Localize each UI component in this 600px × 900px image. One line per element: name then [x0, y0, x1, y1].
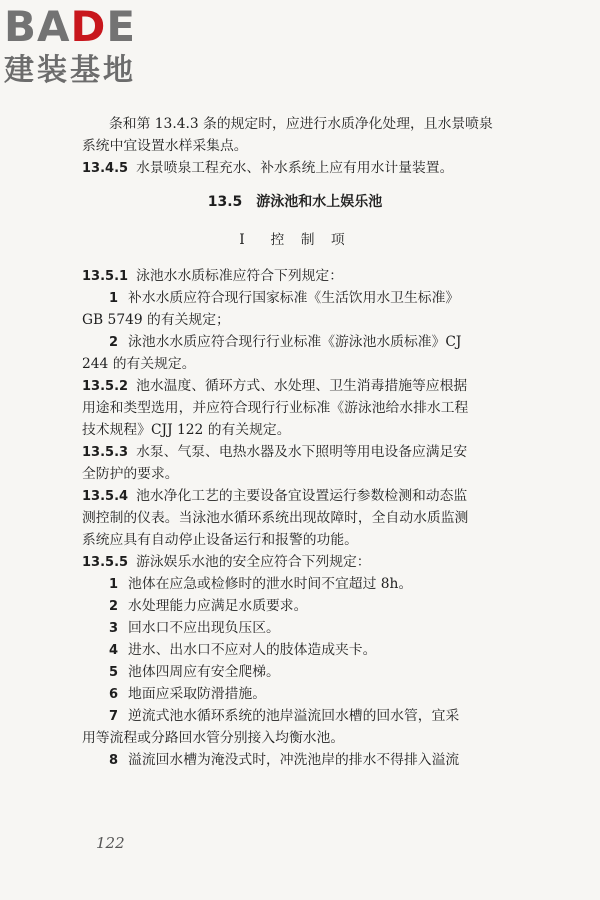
line-text: 池体在应急或检修时的泄水时间不宜超过 8h。 [128, 576, 413, 592]
logo-wordmark: B A D E [4, 2, 137, 51]
list-item-line [82, 573, 508, 595]
line-text: 水泵、气泵、电热水器及水下照明等用电设备应满足安 [136, 444, 468, 460]
line-text: 泳池水水质应符合现行行业标准《游泳池水质标准》CJ [128, 334, 462, 350]
logo-subtitle: 建装基地 [4, 53, 136, 88]
text-line [82, 463, 508, 485]
line-text: 地面应采取防滑措施。 [128, 686, 267, 702]
list-item-line [82, 661, 508, 683]
text-line [82, 529, 508, 551]
list-item-number: 3 [109, 621, 119, 636]
line-text: GB 5749 的有关规定； [82, 312, 230, 328]
line-text: 池水净化工艺的主要设备宜设置运行参数检测和动态监 [136, 488, 468, 504]
clause-line [82, 551, 508, 573]
clause-line [82, 441, 508, 463]
list-item-number: 1 [109, 291, 119, 306]
list-item-number: 6 [109, 687, 119, 702]
body-paragraphs [82, 265, 508, 771]
clause-number: 13.5.2 [82, 379, 129, 394]
line-text: 测控制的仪表。当泳池水循环系统出现故障时，全自动水质监测 [82, 510, 469, 526]
list-item-line [82, 705, 508, 727]
list-item-number: 1 [109, 577, 119, 592]
clause-line [82, 375, 508, 397]
list-item-number: 7 [109, 709, 119, 724]
line-text: 系统应具有自动停止设备运行和报警的功能。 [82, 532, 358, 548]
clause-line [82, 485, 508, 507]
line-text: 用途和类型选用，并应符合现行行业标准《游泳池给水排水工程 [82, 400, 469, 416]
page-number: 122 [96, 834, 125, 852]
clause-number: 13.5.1 [82, 269, 129, 284]
text-line: 系统中宜设置水样采集点。 [82, 138, 248, 154]
list-item-line [82, 749, 508, 771]
line-text: 游泳娱乐水池的安全应符合下列规定： [136, 554, 371, 570]
list-item-number: 8 [109, 753, 119, 768]
line-text: 进水、出水口不应对人的肢体造成夹卡。 [128, 642, 377, 658]
line-text: 水处理能力应满足水质要求。 [128, 598, 308, 614]
list-item-line [82, 639, 508, 661]
list-item-number: 4 [109, 643, 119, 658]
list-item-number: 2 [109, 599, 119, 614]
bade-logo [4, 4, 176, 96]
line-text: 溢流回水槽为淹没式时，冲洗池岸的排水不得排入溢流 [128, 752, 460, 768]
clause-13-4-5: 13.4.5 水景喷泉工程充水、补水系统上应有用水计量装置。 [82, 160, 454, 176]
text-line [82, 309, 508, 331]
subsection-title: Ⅰ 控 制 项 [239, 232, 351, 248]
list-item-line [82, 683, 508, 705]
line-text: 技术规程》CJJ 122 的有关规定。 [82, 422, 291, 438]
line-text: 池水温度、循环方式、水处理、卫生消毒措施等应根据 [136, 378, 468, 394]
list-item-number: 2 [109, 335, 119, 350]
clause-number: 13.5.3 [82, 445, 129, 460]
document-body [82, 113, 508, 771]
clause-line [82, 265, 508, 287]
line-text: 补水水质应符合现行国家标准《生活饮用水卫生标准》 [128, 290, 460, 306]
text-line [82, 507, 508, 529]
line-text: 244 的有关规定。 [82, 356, 196, 372]
line-text: 全防护的要求。 [82, 466, 179, 482]
line-text: 用等流程或分路回水管分别接入均衡水池。 [82, 730, 345, 746]
list-item-line [82, 331, 508, 353]
line-text: 泳池水水质标准应符合下列规定： [136, 268, 344, 284]
list-item-line [82, 617, 508, 639]
line-text: 回水口不应出现负压区。 [128, 620, 280, 636]
section-title: 13.5 游泳池和水上娱乐池 [207, 194, 383, 210]
list-item-line [82, 595, 508, 617]
text-line [82, 397, 508, 419]
list-item-number: 5 [109, 665, 119, 680]
text-line [82, 353, 508, 375]
text-line: 条和第 13.4.3 条的规定时，应进行水质净化处理，且水景喷泉 [109, 116, 493, 132]
list-item-line [82, 287, 508, 309]
text-line [82, 727, 508, 749]
line-text: 池体四周应有安全爬梯。 [128, 664, 280, 680]
clause-number: 13.5.5 [82, 555, 129, 570]
line-text: 逆流式池水循环系统的池岸溢流回水槽的回水管，宜采 [128, 708, 460, 724]
clause-number: 13.5.4 [82, 489, 129, 504]
text-line [82, 419, 508, 441]
